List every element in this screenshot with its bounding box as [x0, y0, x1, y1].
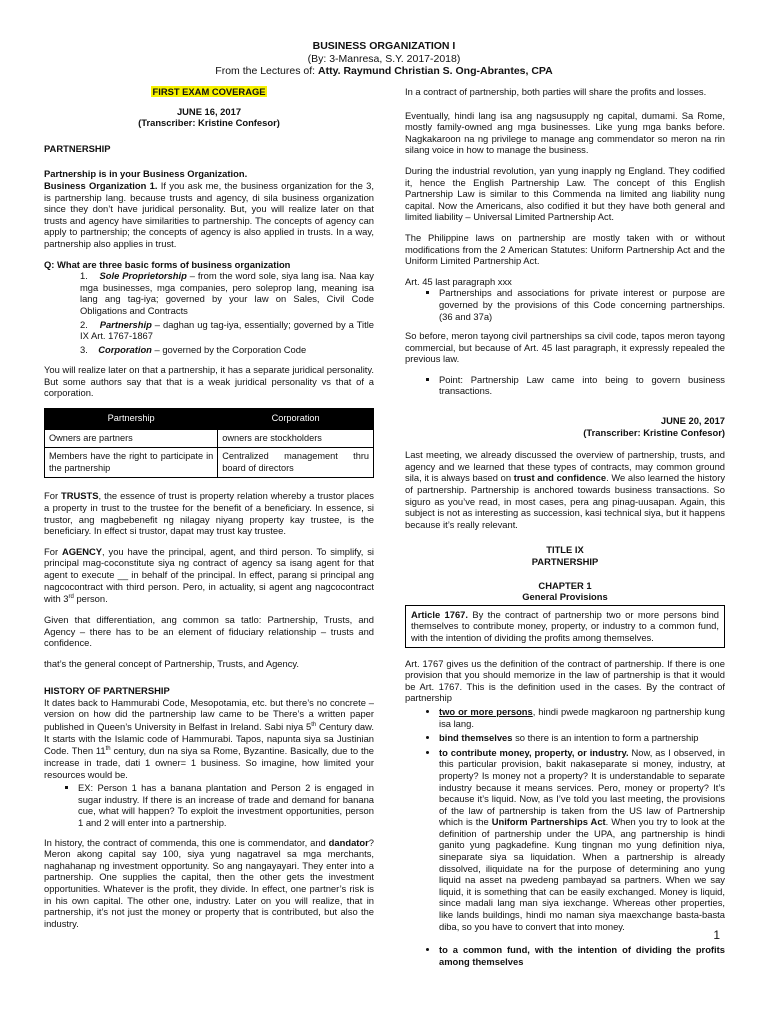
table-cell: Centralized management thru board of directors — [218, 448, 374, 478]
chapter-heading: CHAPTER 1 — [538, 579, 592, 591]
transcriber-2: (Transcriber: Kristine Confesor) — [583, 426, 725, 438]
paragraph-history: It dates back to Hammurabi Code, Mesopotamia, etc. but there’s no concrete –version on how did the partnership law came to be There’s a written paper published in Queen’s University in Belfast in Ireland. Sabi niya 5th Century daw. It starts with the Islamic code of Hammurabi. Tapos, napunta siya sa Justinian Code. Then 11th century, dun na siya sa Rome, Byzantine. Basically, due to the increase in trade, dati 1 owner= 1 business. So imagine, how limited your resources would be. — [44, 696, 375, 780]
paragraph-art45: Art. 45 last paragraph xxx — [405, 275, 512, 287]
table-cell: owners are stockholders — [218, 429, 374, 448]
paragraph-philippine-laws: The Philippine laws on partnership are mostly taken with or without modifications from the 2 American Statutes: Uniform Partnership Act and the Uniform Limited Partnership Act. — [405, 231, 725, 267]
list-item: 2. Partnership – daghan ug tag-iya, essentially; governed by a Title IX Art. 1767-1867 — [80, 318, 375, 342]
table-header: Partnership — [45, 409, 218, 430]
right-column — [405, 86, 725, 975]
list-item: • to a common fund, with the intention of dividing the profits among themselves — [439, 944, 725, 967]
paragraph-juridical: You will realize later on that a partnership, it has a separate juridical personality. But some authors say that that is a weak juridical personality vs that of a corporation. — [44, 364, 374, 399]
forms-list — [44, 270, 374, 355]
list-item: 1. Sole Proprietorship – from the word sole, siya lang isa. Naa kay mga businesses, mga companies, pero soleprop lang, meaning isa lang ang tag-iya; governed by your law on Sales, Civil Code Obligations and Contracts — [80, 270, 374, 316]
paragraph-commenda: In history, the contract of commenda, this one is commendator, and dandator? Meron akong capital say 100, siya yung nagatravel sa mga merchants, naghahanap ng investment opportunity. So ang nangayayari. They enter into a partnership. One supplies the capital, then the other gets the investment opportunities. Whatever is the profit, they divide. In effect, one partner’s risk is in his own capital. The other one, industry. Later on you will realize, that in partnership, it’s not just the money or property that is contributed, but also the industry. — [44, 836, 374, 929]
paragraph-rome: Eventually, hindi lang isa ang nagsusupply ng capital, dumami. Sa Rome, mostly family-owned ang mga businesses. Like yung mga banks before. Nagkakaroon na ng privilege to manage ang commendator so meron na rin silang voice in how to manage the business. — [405, 109, 725, 156]
lecture-date: JUNE 16, 2017 — [176, 105, 242, 117]
article-1767-box: Article 1767. By the contract of partnership two or more persons bind themselves to contribute money, property, or industry to a common fund, with the intention of dividing the profits among themselves. — [405, 605, 725, 648]
list-item: ▪ Point: Partnership Law came into being to govern business transactions. — [439, 374, 725, 397]
paragraph-intro: Partnership is in your Business Organization. — [44, 168, 248, 180]
comparison-table — [44, 408, 374, 478]
elements-list — [405, 706, 725, 932]
table-header: Corporation — [218, 409, 374, 430]
list-item: • to contribute money, property, or industry. Now, as I observed, in this particular provision, bakit nakaseparate si money, industry, at property? Is money not a property? It is understandable to separate industry because it means services. Pero, money or property? It’s because it’s liquid. Now, as I’ve told you last meeting, the provisions of the law of partnership is taken from the US law of Partnership which is the Uniform Partnerships Act. When you try to look at the definition of partnership under the UPA, ang partnership is hindi ganito yung pagkadefine. Kung tingnan mo yung definition niya, sineparate siya sa liquidation. When a partnership is already dissolved, iliquidate na for the purpose of determining ano yung liquid na asset na pwedeng pambayad sa partners. When we say liquid, it is something that can be easily exchanged. Money is liquid, since madali lang man siya iexchange. Whereas other properties, like lands buildings, hindi mo naman siya maexchange basta-basta diba, so you have to convert that into money. — [439, 747, 725, 933]
list-item: • two or more persons, hindi pwede magkaroon ng partnership kung isa lang. — [439, 706, 725, 729]
list-item: • bind themselves so there is an intention to form a partnership — [439, 732, 725, 744]
table-row — [45, 448, 374, 478]
paragraph-profits: In a contract of partnership, both parties will share the profits and losses. — [405, 86, 707, 97]
chapter-subtitle: General Provisions — [522, 591, 608, 603]
lecture-date-2: JUNE 20, 2017 — [660, 415, 725, 427]
common-fund-list — [405, 944, 725, 967]
page-number: 1 — [713, 928, 720, 942]
point-list — [405, 374, 725, 397]
paragraph-definition: Art. 1767 gives us the definition of the contract of partnership. If there is one provision that you should memorize in the law of partnership is that it would be Art. 1767. This is the definition used in the cases. By the contract of partnership — [405, 657, 725, 704]
list-item: ▪ Partnerships and associations for private interest or purpose are governed by the provisions of this Code concerning partnerships. (36 and 37a) — [439, 287, 725, 322]
list-item: 3. Corporation – governed by the Corporation Code — [80, 343, 307, 355]
paragraph-repeal: So before, meron tayong civil partnerships sa civil code, tapos meron tayong commercial, but because of Art. 45 last paragraph, it expressly repealed the previous law. — [405, 330, 725, 365]
paragraph-fiduciary: Given that differentiation, ang common sa tatlo: Partnership, Trusts, and Agency – there has to be an element of fiduciary relationship – trusts and confidence. — [44, 613, 374, 649]
coverage-heading: FIRST EXAM COVERAGE — [152, 86, 266, 97]
doc-title: BUSINESS ORGANIZATION I — [312, 40, 456, 52]
partnership-heading: PARTNERSHIP — [44, 142, 111, 154]
paragraph-trusts: For TRUSTS, the essence of trust is property relation whereby a trustor places a property in trust to the trustee for the benefit of a beneficiary. In essence, si trustor, ang magbebenefit ng nilagay niyang property kay trustee, is the beneficiary. In effect si trustor, dapat may trust kay trustee. — [44, 490, 374, 537]
question-forms: Q: What are three basic forms of business organization — [44, 258, 291, 270]
title-ix: TITLE IX — [546, 544, 584, 556]
title-ix-subtitle: PARTNERSHIP — [531, 556, 599, 567]
doc-lecturer-line: From the Lectures of: Atty. Raymund Christian S. Ong-Abrantes, CPA — [215, 65, 553, 77]
paragraph-general-concept: that’s the general concept of Partnership, Trusts, and Agency. — [44, 657, 300, 669]
example-list — [44, 782, 374, 828]
paragraph-business-org: Business Organization 1. If you ask me, the business organization for the 3, is partnership lang. because trusts and agency, di sila business organization since they don’t have juridical personality. But, you will realize later on that trusts and agency have similarities to partnership. The concepts of agency can apply to partnership; the concepts of agency is also applied in trusts. In a way, partnership also applies in trust. — [44, 179, 374, 249]
doc-authors: (By: 3-Manresa, S.Y. 2017-2018) — [307, 53, 461, 65]
paragraph-agency: For AGENCY, you have the principal, agent, and third person. To simplify, si principal mag-coconstitute siya ng contract of agency sa isang agent for that agent to execute __ in behalf of the principal. In effect, parang si principal ang nagcocontract with third person. Pero, in actuality, si agent ang nagcocontract with 3rd person. — [44, 545, 374, 605]
paragraph-england: During the industrial revolution, yan yung inapply ng England. They codified it, hence the English Partnership Law. The concept of this English Partnership Law is similar to this Commenda na limited ang liability nung capital. Now the Americans, also codified it but they have both general and limited liability – Universal Limited Partnership Act. — [405, 164, 725, 223]
history-heading: HISTORY OF PARTNERSHIP — [44, 685, 170, 697]
transcriber: (Transcriber: Kristine Confesor) — [138, 117, 280, 129]
left-column — [44, 86, 374, 938]
table-cell: Members have the right to participate in the partnership — [45, 448, 218, 478]
list-item: ▪ EX: Person 1 has a banana plantation and Person 2 is engaged in sugar industry. If there is an increase of trade and demand for banana cue, what will happen? To exploit the investment opportunities, person 1 and 2 will enter into a partnership. — [78, 782, 374, 828]
table-row — [45, 429, 374, 448]
art45-list — [405, 287, 725, 322]
paragraph-last-meeting: Last meeting, we already discussed the overview of partnership, trusts, and agency and we learned that these types of contracts, may common ground sila, it is always based on trust and confidence. We also learned the history of partnership. Partnership is anchored towards business transactions. So siguro as you’ve read, in most cases, pera ang pinag-uusapan. Again, this subject is not as interesting as succession, kasi technical siya, but it happens because it’s really relevant. — [405, 449, 726, 530]
table-cell: Owners are partners — [45, 429, 218, 448]
